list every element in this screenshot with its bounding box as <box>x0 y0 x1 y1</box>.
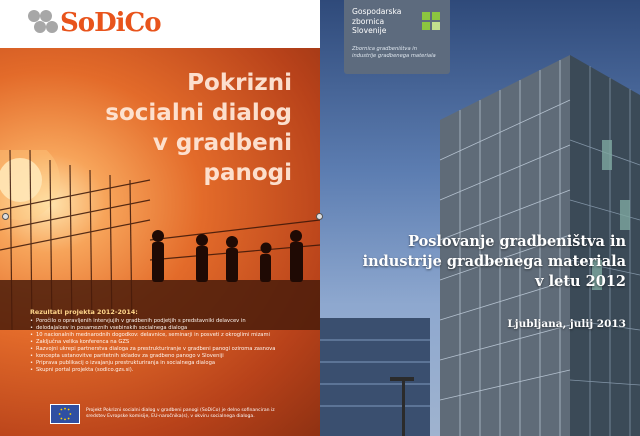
right-cover <box>320 0 640 436</box>
eu-funding-note <box>86 408 286 420</box>
logo-header-bar <box>0 0 320 48</box>
left-cover-title <box>52 68 292 188</box>
list-item: • koncepta ustanovitve paritetnih skladov za gradbeno panogo v Sloveniji <box>30 353 320 360</box>
list-item: • Skupni portal projekta (sodico.gzs.si). <box>30 367 320 374</box>
org-name-line: zbornica <box>352 16 385 26</box>
org-name-line: Slovenije <box>352 26 387 36</box>
right-cover-title <box>326 232 626 292</box>
title-line: v letu 2012 <box>535 273 626 290</box>
org-sub-line: industrije gradbenega materiala <box>352 53 436 59</box>
list-item: • Priprava publikacij o izvajanju prestrukturiranja in socialnega dialoga <box>30 360 320 367</box>
list-item: • Poročilo o opravljenih intervjujih v gradbenih podjetjih s predstavniki delavcev in <box>30 318 320 325</box>
eu-note-line: sredstev Evropske komisije, EU-naročnika(s), v okviru socialnega dialoga. <box>86 414 255 419</box>
list-item: • Zaključna velika konferenca na GZS <box>30 339 320 346</box>
list-item: • delodajalcev in posameznih vsebinskih socialnega dialoga <box>30 325 320 332</box>
gzs-grid-logo-icon <box>422 12 442 32</box>
page-marker-icon <box>2 213 9 220</box>
publication-date: Ljubljana, julij 2013 <box>507 318 626 330</box>
project-results-panel <box>30 308 320 398</box>
eu-flag-icon <box>50 404 80 424</box>
title-line: panogi <box>203 160 292 186</box>
gzs-logo-box <box>344 0 450 74</box>
org-name-line: Gospodarska <box>352 7 402 16</box>
results-list <box>30 318 320 374</box>
logo-text: SoDiCo <box>60 8 161 38</box>
title-line: v gradbeni <box>152 130 292 156</box>
title-line: Pokrizni <box>187 70 292 96</box>
title-line: socialni dialog <box>105 100 292 126</box>
page-marker-icon <box>316 213 323 220</box>
sodico-logo <box>24 4 164 44</box>
title-line: industrije gradbenega materiala <box>362 253 626 270</box>
results-heading: Rezultati projekta 2012-2014: <box>30 308 138 316</box>
title-line: Poslovanje gradbeništva in <box>408 233 626 250</box>
eu-note-line: Projekt Pokrizni socialni dialog v gradbeni panogi (SoDiCo) je delno sofinanciran iz <box>86 408 275 413</box>
organization-chamber <box>352 46 448 60</box>
list-item: • Razvojni ukrepi partnerstva dialoga za prestrukturiranje v gradbeni panogi oziroma zasnova <box>30 346 320 353</box>
org-sub-line: Zbornica gradbeništva in <box>352 46 418 52</box>
list-item: • 10 nacionalnih mednarodnih dogodkov: delavnice, seminarji in posveti z okroglimi mizami <box>30 332 320 339</box>
organization-name <box>352 7 422 36</box>
